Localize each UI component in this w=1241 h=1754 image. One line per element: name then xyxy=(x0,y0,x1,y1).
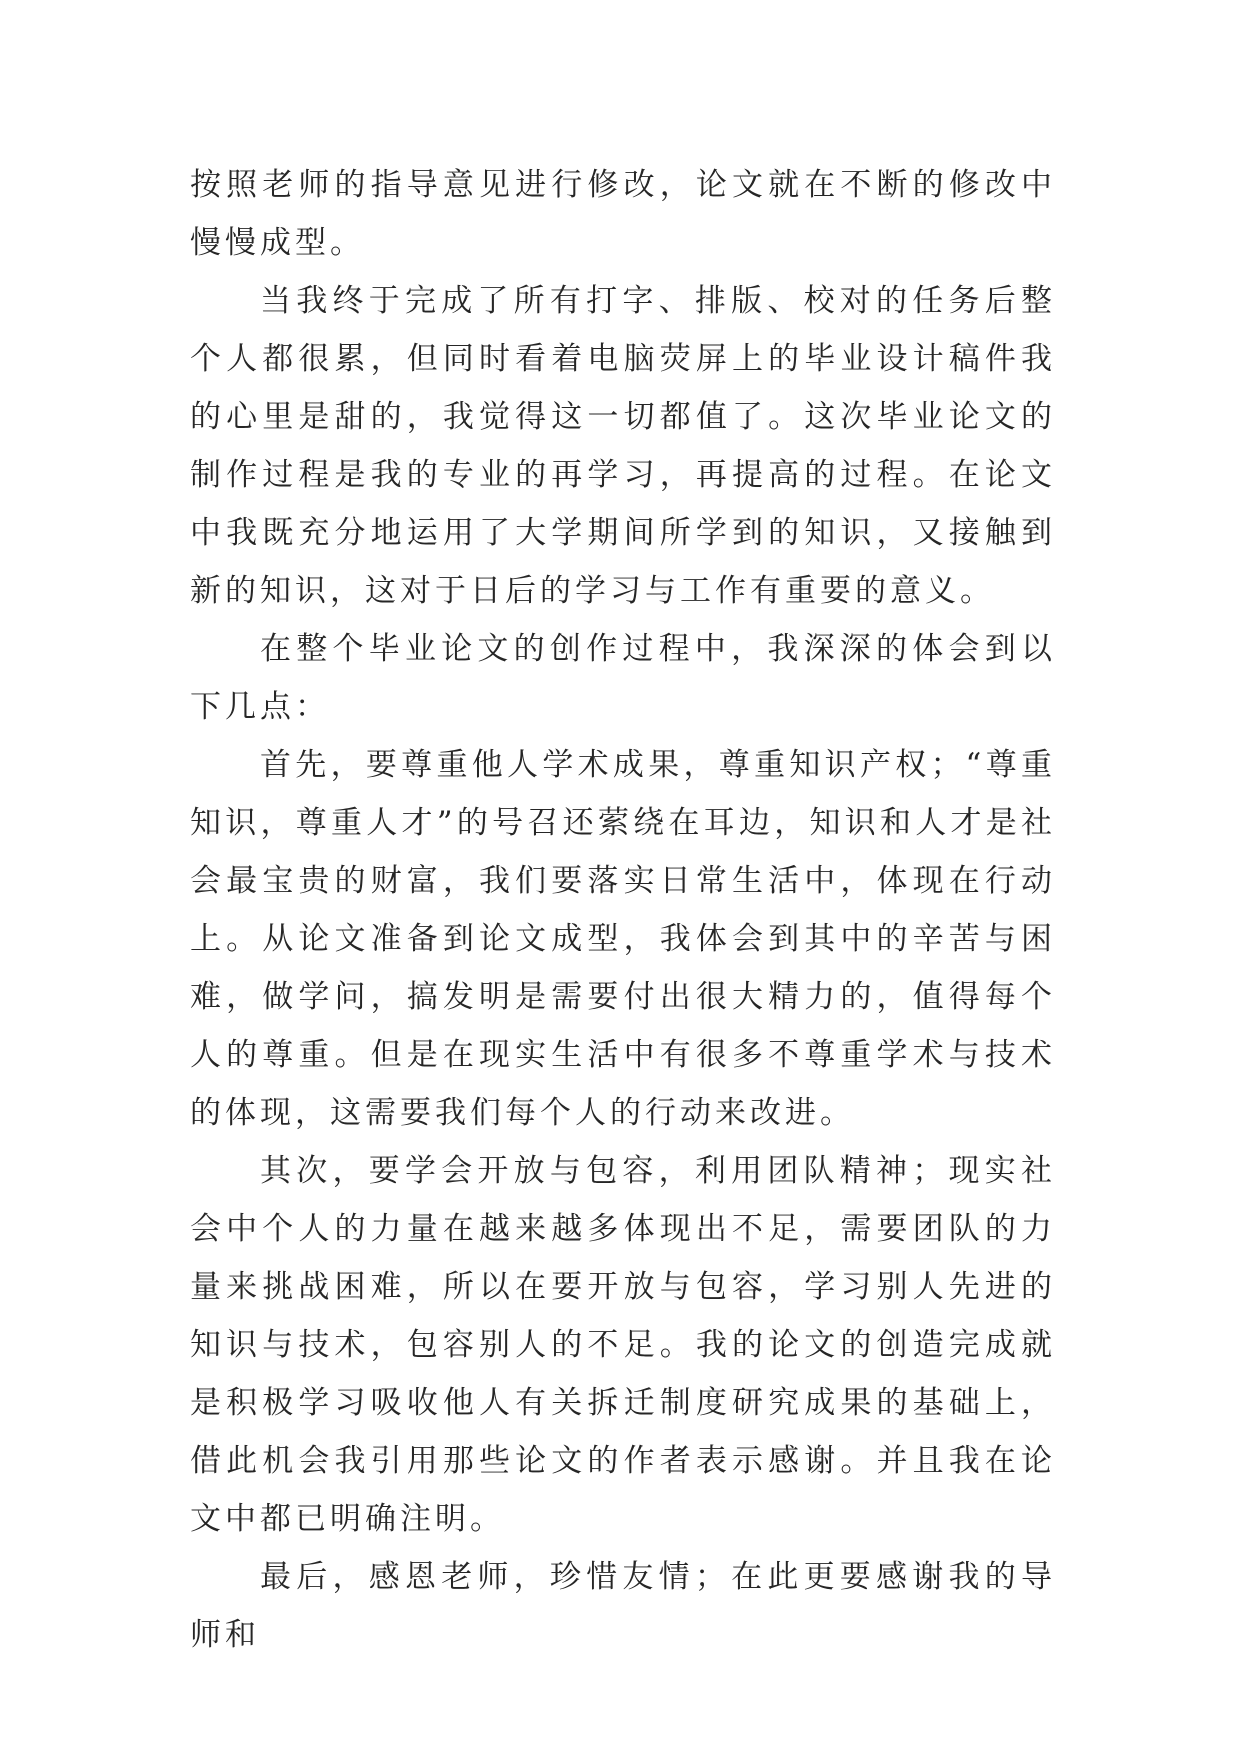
paragraph-last-point: 最后，感恩老师，珍惜友情；在此更要感谢我的导师和 xyxy=(190,1559,1056,1653)
paragraph-completion-reflection: 当我终于完成了所有打字、排版、校对的任务后整个人都很累，但同时看着电脑荧屏上的毕业设计稿件我的心里是甜的，我觉得这一切都值了。这次毕业论文的制作过程是我的专业的再学习，再提高的过程。在论文中我既充分地运用了大学期间所学到的知识，又接触到新的知识，这对于日后的学习与工作有重要的意义。 xyxy=(190,283,1056,609)
paragraph-second-point: 其次，要学会开放与包容，利用团队精神；现实社会中个人的力量在越来越多体现出不足，需要团队的力量来挑战困难，所以在要开放与包容，学习别人先进的知识与技术，包容别人的不足。我的论文的创造完成就是积极学习吸收他人有关拆迁制度研究成果的基础上，借此机会我引用那些论文的作者表示感谢。并且我在论文中都已明确注明。 xyxy=(190,1153,1056,1537)
document-body xyxy=(190,156,1056,1664)
paragraph-continuation: 按照老师的指导意见进行修改，论文就在不断的修改中慢慢成型。 xyxy=(190,167,1056,261)
paragraph-lessons-intro: 在整个毕业论文的创作过程中，我深深的体会到以下几点： xyxy=(190,631,1056,725)
paragraph-first-point: 首先，要尊重他人学术成果，尊重知识产权；“尊重知识，尊重人才”的号召还萦绕在耳边，知识和人才是社会最宝贵的财富，我们要落实日常生活中，体现在行动上。从论文准备到论文成型，我体会到其中的辛苦与困难，做学问，搞发明是需要付出很大精力的，值得每个人的尊重。但是在现实生活中有很多不尊重学术与技术的体现，这需要我们每个人的行动来改进。 xyxy=(190,747,1056,1131)
